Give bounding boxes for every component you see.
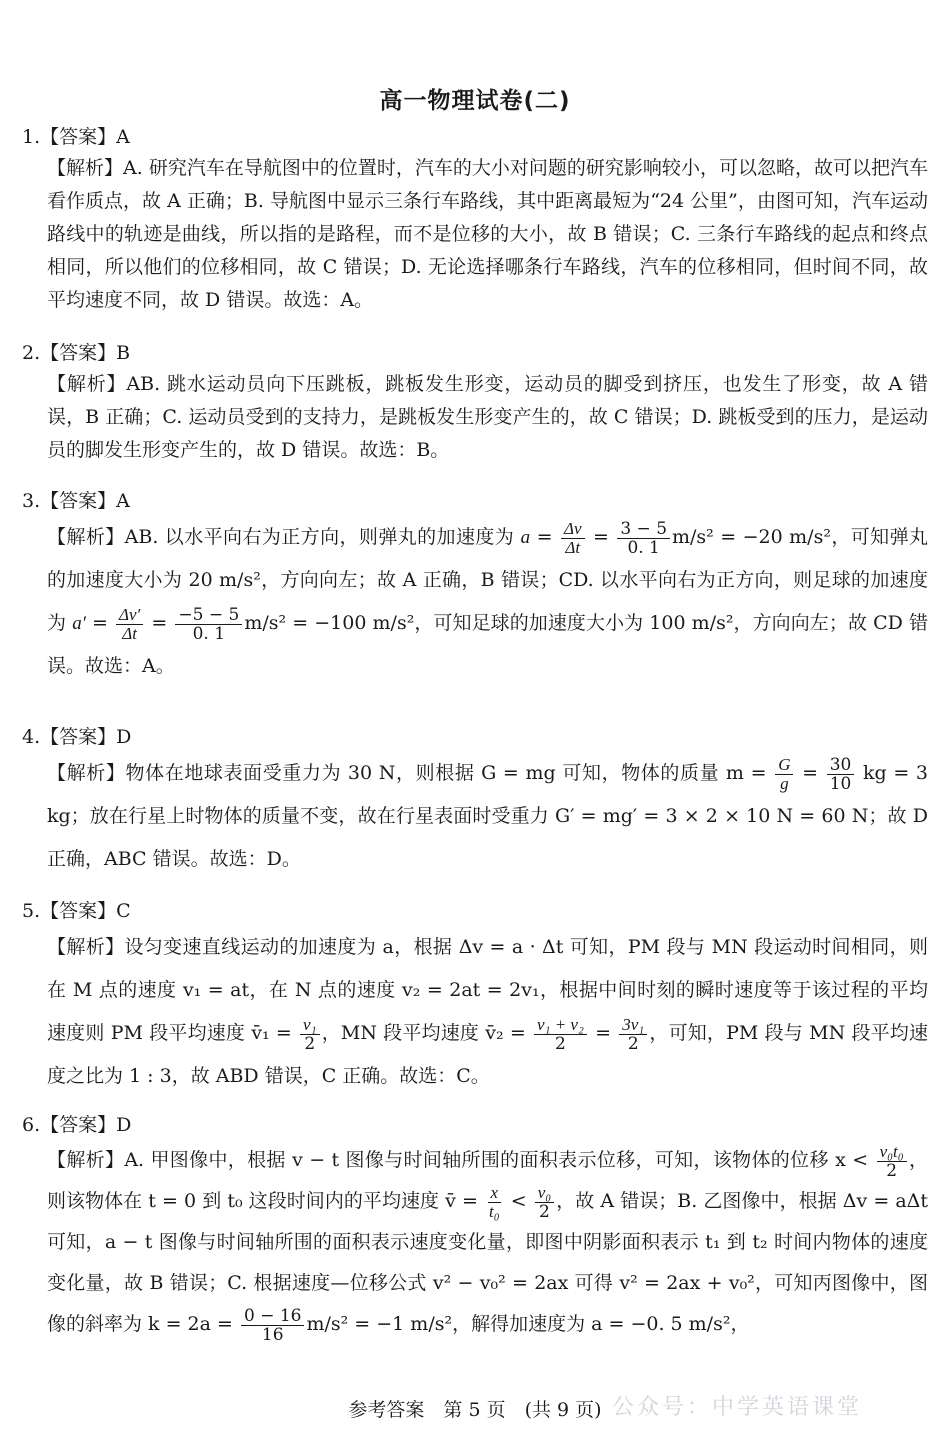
answer-heading: 4.【答案】D — [22, 726, 132, 748]
question-4 — [22, 722, 928, 881]
answer-heading: 6.【答案】D — [22, 1114, 132, 1136]
fraction: $\frac{\text{3v₁}}{2}$ — [619, 1016, 647, 1053]
fraction: $\frac{3 - 5}{0. 1}$ — [617, 520, 670, 557]
question-1 — [22, 122, 928, 317]
fraction: $\frac{G}{g}$ — [775, 756, 793, 793]
explanation-text: 【解析】AB. 跳水运动员向下压跳板，跳板发生形变，运动员的脚受到挤压，也发生了形变，故 A 错误，B 正确；C. 运动员受到的支持力，是跳板发生形变产生的，故 C 错误；D. 跳板受到的压力，是运动员的脚发生形变产生的，故 D 错误。故选：B。 — [47, 373, 928, 461]
answer-heading: 5.【答案】C — [22, 900, 131, 922]
explanation-text: 【解析】A. 甲图像中，根据 v − t 图像与时间轴所围的面积表示位移，可知，该物体的位移 x < $\frac{\text{v₀t₀}}{2}$ ，则该物体在 t = 0 到 t₀ 这段时间内的平均速度 v̄ = $\frac{x}{\text{t₀}}$ < $\frac{\text{v₀}}{2}$ ，故 A 错误；B. 乙图像中，根据 Δv = aΔt 可知，a − t 图像与时间轴所围的面积表示速度变化量，即图中阴影面积表示 t₁ 到 t₂ 时间内物体的速度变化量，故 B 错误；C. 根据速度—位移公式 v² − v₀² = 2ax 可得 v² = 2ax + v₀²，可知丙图像中，图像的斜率为 k = 2a = $\frac{0 - 16}{16}$ m/s² = −1 m/s²，解得加速度为 a = −0. 5 m/s²， — [47, 1141, 929, 1345]
fraction: $\frac{\text{v₁ + v₂}}{2}$ — [534, 1016, 587, 1053]
question-5 — [22, 896, 928, 1098]
fraction: $\frac{\Delta v}{\Delta t}$ — [561, 520, 585, 557]
fraction: $\frac{\text{v₀}}{2}$ — [535, 1184, 554, 1221]
question-2 — [22, 338, 928, 467]
answer-heading: 3.【答案】A — [22, 490, 130, 512]
question-3 — [22, 486, 928, 688]
question-6 — [22, 1110, 928, 1345]
explanation-text: 【解析】A. 研究汽车在导航图中的位置时，汽车的大小对问题的研究影响较小，可以忽略，故可以把汽车看作质点，故 A 正确；B. 导航图中显示三条行车路线，其中距离最短为“24 公里”，由图可知，汽车运动路线中的轨迹是曲线，所以指的是路程，而不是位移的大小，故 B 错误；C. 三条行车路线的起点和终点相同，所以他们的位移相同，故 C 错误；D. 无论选择哪条行车路线，汽车的位移相同，但时间不同，故平均速度不同，故 D 错误。故选：A。 — [47, 157, 928, 311]
fraction: $\frac{\Delta v'}{\Delta t}$ — [116, 606, 143, 643]
explanation-text: 【解析】物体在地球表面受重力为 30 N，则根据 G = mg 可知，物体的质量 m = $\frac{G}{g}$ = $\frac{30}{10}$ kg = 3 kg；放在行星上时物体的质量不变，故在行星表面时受重力 G′ = mg′ = 3 × 2 × 10 N = 60 N；故 D 正确，ABC 错误。故选：D。 — [47, 754, 928, 870]
page-title: 高一物理试卷(二) — [379, 88, 571, 114]
watermark-text: 公众号：中学英语课堂 — [612, 1395, 863, 1420]
fraction: $\frac{x}{\text{t₀}}$ — [489, 1182, 500, 1221]
explanation-text: 【解析】AB. 以水平向右为正方向，则弹丸的加速度为 a = $\frac{\Delta v}{\Delta t}$ = $\frac{3 - 5}{0. 1}$ m/s² = −20 m/s²，可知弹丸的加速度大小为 20 m/s²，方向向左；故 A 正确，B 错误；CD. 以水平向右为正方向，则足球的加速度为 a′ = $\frac{\Delta v'}{\Delta t}$ = $\frac{-5 - 5}{0. 1}$ m/s² = −100 m/s²，可知足球的加速度大小为 100 m/s²，方向向左；故 CD 错误。故选：A。 — [47, 518, 929, 677]
fraction: $\frac{0 - 16}{16}$ — [241, 1307, 305, 1344]
fraction: $\frac{\text{v₀t₀}}{2}$ — [877, 1143, 907, 1180]
answer-heading: 1.【答案】A — [22, 126, 130, 148]
fraction: $\frac{\text{v₁}}{2}$ — [300, 1016, 319, 1053]
page-footer: 参考答案 第 5 页 (共 9 页) — [348, 1399, 602, 1421]
answer-heading: 2.【答案】B — [22, 342, 131, 364]
explanation-text: 【解析】设匀变速直线运动的加速度为 a，根据 Δv = a · Δt 可知，PM 段与 MN 段运动时间相同，则在 M 点的速度 v₁ = at，在 N 点的速度 v₂ = 2at = 2v₁，根据中间时刻的瞬时速度等于该过程的平均速度则 PM 段平均速度 v̄₁ = $\frac{\text{v₁}}{2}$ ，MN 段平均速度 v̄₂ = $\frac{\text{v₁ + v₂}}{2}$ = $\frac{\text{3v₁}}{2}$ ，可知，PM 段与 MN 段平均速度之比为 1 : 3，故 ABD 错误，C 正确。故选：C。 — [47, 936, 928, 1087]
fraction: $\frac{-5 - 5}{0. 1}$ — [175, 606, 242, 643]
fraction: $\frac{30}{10}$ — [827, 756, 855, 793]
